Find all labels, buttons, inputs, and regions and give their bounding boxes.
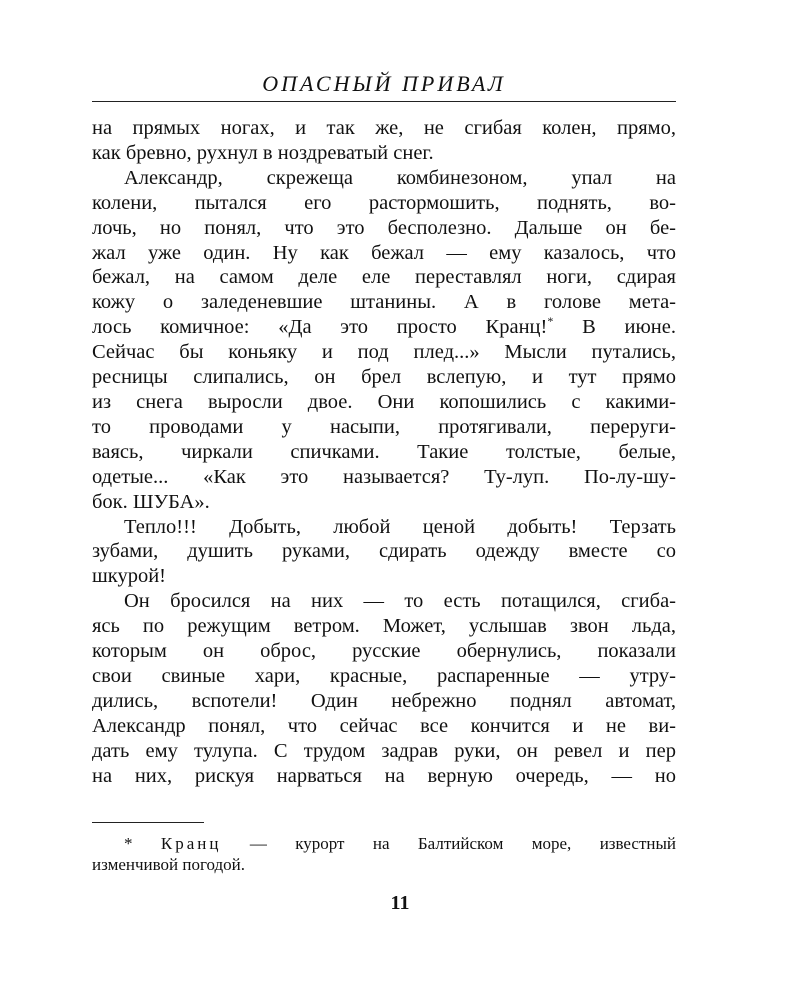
text-line: на них, рискуя нарваться на верную очередь, — но bbox=[92, 764, 676, 787]
footnote-definition: — курорт на Балтийском море, известный bbox=[221, 834, 676, 854]
text-line: дать ему тулупа. С трудом задрав руки, он ревел и пер bbox=[92, 739, 676, 762]
text-line: из снега выросли двое. Они копошились с какими- bbox=[92, 390, 676, 413]
text-line: ресницы слипались, он брел вслепую, и тут прямо bbox=[92, 366, 676, 389]
text-line: одетые... «Как это называется? Ту-луп. По-лу-шу- bbox=[92, 465, 676, 488]
text-line: ясь по режущим ветром. Может, услышав звон льда, bbox=[92, 615, 676, 638]
text-line: шкурой! bbox=[92, 565, 167, 588]
text-line-with-footnote bbox=[92, 315, 676, 340]
text-line-end: В июне. bbox=[553, 316, 676, 339]
text-line: бежал, на самом деле еле переставлял ноги, сдирая bbox=[92, 266, 676, 289]
footnote-reference[interactable]: * bbox=[547, 314, 554, 329]
text-line: дились, вспотели! Один небрежно поднял автомат, bbox=[92, 689, 676, 712]
footnote bbox=[92, 833, 676, 875]
text-line: лочь, но понял, что это бесполезно. Дальше он бе- bbox=[92, 216, 676, 239]
text-line: Александр, скрежеща комбинезоном, упал на bbox=[124, 166, 676, 189]
body-text bbox=[92, 116, 676, 788]
text-line: которым он оброс, русские обернулись, показали bbox=[92, 640, 676, 663]
text-line: колени, пытался его растормошить, поднять, во- bbox=[92, 191, 676, 214]
footnote-line bbox=[92, 833, 676, 854]
text-line: Сейчас бы коньяку и под плед...» Мысли путались, bbox=[92, 341, 676, 364]
text-line: ваясь, чиркали спичками. Такие толстые, белые, bbox=[92, 440, 676, 463]
footnote-divider bbox=[92, 822, 204, 823]
book-page bbox=[92, 70, 676, 875]
text-line: свои свиные хари, красные, распаренные — утру- bbox=[92, 664, 676, 687]
text-line: Тепло!!! Добыть, любой ценой добыть! Терзать bbox=[124, 515, 676, 538]
text-line: то проводами у насыпи, протягивали, переруги- bbox=[92, 415, 676, 438]
running-head: ОПАСНЫЙ ПРИВАЛ bbox=[92, 70, 676, 102]
text-line: Он бросился на них — то есть потащился, сгиба- bbox=[124, 590, 676, 613]
footnote-line: изменчивой погодой. bbox=[92, 855, 246, 875]
text-line: бок. ШУБА». bbox=[92, 490, 210, 513]
page-number: 11 bbox=[390, 892, 410, 914]
text-line: кожу о заледеневшие штанины. А в голове мета- bbox=[92, 291, 676, 314]
text-line: зубами, душить руками, сдирать одежду вместе со bbox=[92, 540, 676, 563]
footnote-marker: * bbox=[124, 834, 133, 854]
footnote-term: Кранц bbox=[160, 834, 222, 854]
text-line: как бревно, рухнул в ноздреватый снег. bbox=[92, 141, 434, 164]
text-line-start: лось комичное: «Да это просто Кранц! bbox=[92, 316, 548, 339]
text-line: на прямых ногах, и так же, не сгибая колен, прямо, bbox=[92, 117, 676, 139]
text-line: жал уже один. Ну как бежал — ему казалось, что bbox=[92, 241, 676, 264]
text-line: Александр понял, что сейчас все кончится и не ви- bbox=[92, 714, 676, 737]
